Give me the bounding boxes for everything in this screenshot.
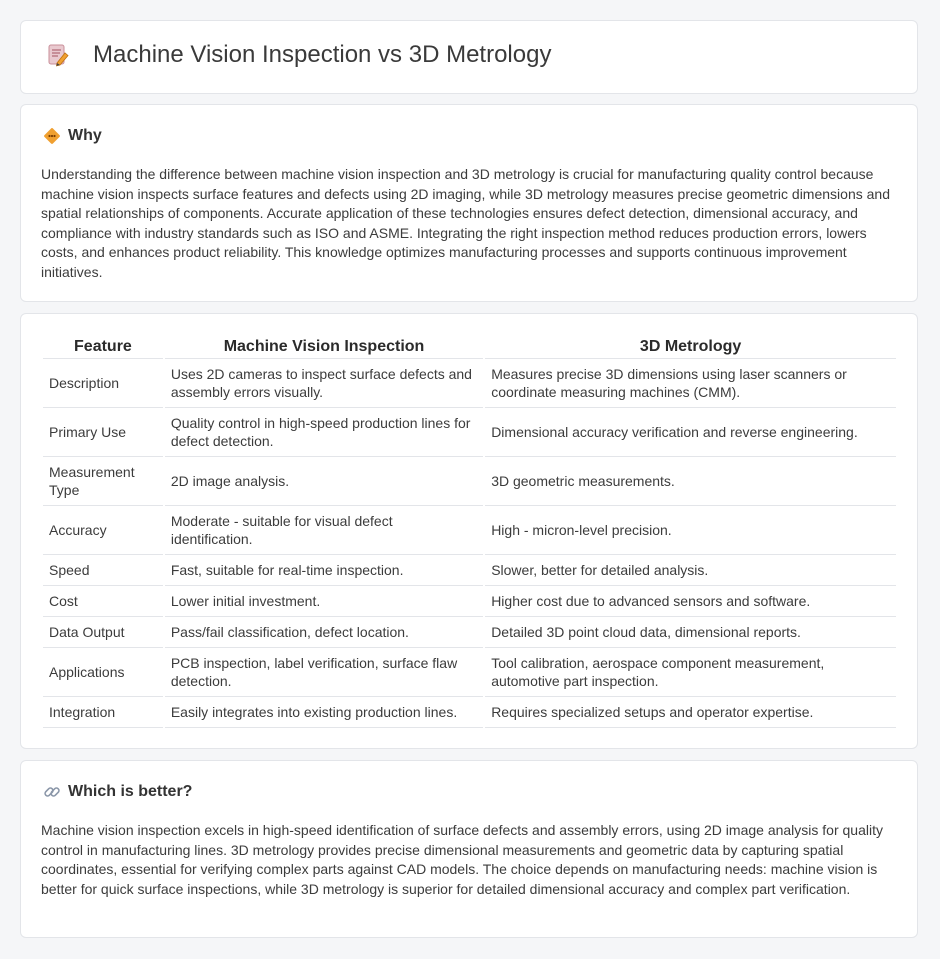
header-machine-vision: Machine Vision Inspection [165,336,483,359]
row-feature: Description [43,359,163,408]
better-title: Which is better? [68,783,193,800]
row-3d-metrology: Dimensional accuracy verification and reverse engineering. [485,408,896,457]
why-text: Understanding the difference between machine vision inspection and 3D metrology is crucial for manufacturing quality control because machine vision inspects surface features and defects using 2D imaging, while 3D metrology measures precise geometric dimensions and spatial relationships of components. Accurate application of these technologies ensures defect detection, dimensional accuracy, and compliance with industry standards such as ISO and ASME. Integrating the right inspection method reduces production errors, lowers costs, and enhances product reliability. This knowledge optimizes manufacturing processes and supports continuous improvement initiatives. [41,166,890,280]
table-row [43,617,896,648]
row-feature: Applications [43,648,163,697]
better-text: Machine vision inspection excels in high-speed identification of surface defects and assembly errors, using 2D image analysis for quality control in manufacturing lines. 3D metrology provides precise dimensional measurements and geometric data by capturing spatial coordinates, essential for verifying complex parts against CAD models. The choice depends on manufacturing needs: machine vision is better for quick surface inspections, while 3D metrology is superior for detailed dimensional accuracy and complex part verification. [41,822,883,897]
row-feature: Speed [43,555,163,586]
row-machine-vision: Quality control in high-speed production lines for defect detection. [165,408,483,457]
document-edit-icon [45,42,71,68]
row-3d-metrology: Tool calibration, aerospace component measurement, automotive part inspection. [485,648,896,697]
table-row [43,408,896,457]
table-header-row [43,336,896,359]
row-machine-vision: Moderate - suitable for visual defect identification. [165,506,483,555]
table-row [43,555,896,586]
table-row [43,457,896,506]
comparison-section [20,313,918,749]
row-feature: Primary Use [43,408,163,457]
row-machine-vision: PCB inspection, label verification, surface flaw detection. [165,648,483,697]
comparison-table [41,336,898,728]
row-3d-metrology: Detailed 3D point cloud data, dimensional reports. [485,617,896,648]
why-section [20,104,918,302]
table-row [43,697,896,728]
table-row [43,586,896,617]
table-row [43,506,896,555]
why-title: Why [68,127,102,144]
page-title: Machine Vision Inspection vs 3D Metrology [93,41,552,68]
diamond-warning-icon [43,127,61,145]
row-feature: Cost [43,586,163,617]
row-machine-vision: Easily integrates into existing production lines. [165,697,483,728]
row-3d-metrology: High - micron-level precision. [485,506,896,555]
header-3d-metrology: 3D Metrology [485,336,896,359]
row-machine-vision: Uses 2D cameras to inspect surface defects and assembly errors visually. [165,359,483,408]
row-feature: Accuracy [43,506,163,555]
why-heading-row [43,127,102,145]
row-3d-metrology: Slower, better for detailed analysis. [485,555,896,586]
link-icon [43,783,61,801]
row-3d-metrology: Requires specialized setups and operator expertise. [485,697,896,728]
title-card [20,20,918,94]
row-machine-vision: Pass/fail classification, defect location. [165,617,483,648]
row-3d-metrology: Higher cost due to advanced sensors and software. [485,586,896,617]
row-machine-vision: 2D image analysis. [165,457,483,506]
row-feature: Measurement Type [43,457,163,506]
row-machine-vision: Lower initial investment. [165,586,483,617]
header-feature: Feature [43,336,163,359]
row-machine-vision: Fast, suitable for real-time inspection. [165,555,483,586]
which-is-better-section [20,760,918,938]
better-heading-row [43,783,192,801]
table-row [43,359,896,408]
row-feature: Integration [43,697,163,728]
table-row [43,648,896,697]
title-row [45,41,551,69]
row-3d-metrology: Measures precise 3D dimensions using laser scanners or coordinate measuring machines (CMM). [485,359,896,408]
row-3d-metrology: 3D geometric measurements. [485,457,896,506]
row-feature: Data Output [43,617,163,648]
